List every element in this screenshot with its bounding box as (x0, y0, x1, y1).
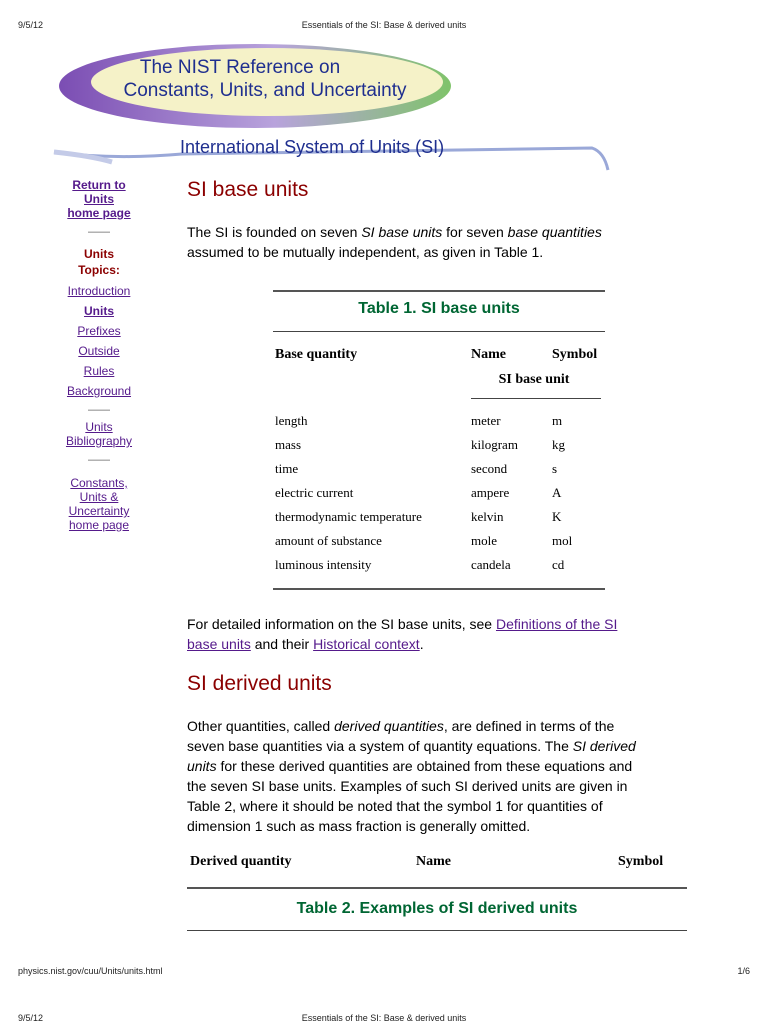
table1-group-rule (471, 398, 601, 399)
table2-top-rule (187, 887, 687, 889)
table1-body (275, 413, 615, 581)
constants-home-link[interactable]: Constants, Units & Uncertainty home page (68, 476, 130, 532)
section1-intro: The SI is founded on seven SI base units for seven base quantities assumed to be mutually independent, as given in Table 1. (187, 224, 602, 260)
print-date-next: 9/5/12 (18, 1013, 44, 1023)
table1-bottom-rule (273, 588, 605, 590)
print-url: physics.nist.gov/cuu/Units/units.html (18, 966, 163, 976)
sidebar-item-outside[interactable]: Outside (78, 344, 120, 358)
sidebar-item-prefixes[interactable]: Prefixes (77, 324, 121, 338)
sidebar-item-units[interactable]: Units (84, 304, 114, 318)
section-heading-si-derived-units: SI derived units (187, 672, 332, 695)
banner-line2: Constants, Units, and Uncertainty (123, 80, 407, 101)
table-row: amount of substance mole mol (275, 533, 573, 548)
table1-col-symbol: Symbol (552, 347, 598, 362)
banner-subtitle: International System of Units (SI) (180, 137, 445, 157)
table-row: mass kilogram kg (275, 437, 565, 452)
detail-paragraph: For detailed information on the SI base units, see Definitions of the SI base units and their Historical context. (187, 616, 618, 652)
table-row: length meter m (275, 413, 563, 428)
table2-col-symbol: Symbol (618, 854, 664, 869)
sidebar-item-introduction[interactable]: Introduction (67, 284, 131, 298)
sidebar-item-bibliography[interactable]: Units Bibliography (65, 420, 133, 448)
section-heading-si-base-units: SI base units (187, 178, 309, 201)
print-title: Essentials of the SI: Base & derived units (301, 20, 467, 30)
table-row: luminous intensity candela cd (275, 557, 565, 572)
table2-col-name: Name (416, 854, 451, 869)
section2-paragraph: Other quantities, called derived quantities, are defined in terms of the seven base quantities via a system of quantity equations. The SI derived units for these derived quantities are obtained from these equations and the seven SI base units. Examples of such SI derived units are given in Table 2, where it should be noted that the symbol 1 for quantities of dimension 1 such as mass fraction is generally omitted. (187, 718, 636, 834)
print-page-number: 1/6 (737, 966, 750, 976)
table1-title-rule (273, 331, 605, 332)
table1-col-name: Name (471, 347, 506, 362)
sidebar-nav (56, 178, 142, 532)
return-units-home-link[interactable]: Return to Units home page (67, 178, 131, 220)
table2-title: Table 2. Examples of SI derived units (296, 900, 578, 917)
table-row: thermodynamic temperature kelvin K (275, 509, 562, 524)
historical-context-link[interactable]: Historical context (313, 636, 420, 652)
table-row: electric current ampere A (275, 485, 562, 500)
table-row: time second s (275, 461, 558, 476)
banner-line1: The NIST Reference on (139, 57, 341, 78)
definitions-si-base-units-link[interactable]: Definitions of the SI base units (187, 616, 618, 652)
sidebar-item-background[interactable]: Background (66, 384, 132, 398)
table1-top-rule (273, 290, 605, 292)
sidebar-separator: —— (88, 454, 110, 466)
table1-title: Table 1. SI base units (358, 300, 520, 317)
table2-title-rule (187, 930, 687, 931)
print-title-next: Essentials of the SI: Base & derived units (301, 1013, 467, 1023)
table2-col-quantity: Derived quantity (190, 854, 292, 869)
print-date: 9/5/12 (18, 20, 44, 30)
sidebar-item-rules[interactable]: Rules (83, 364, 115, 378)
table1-group-label: SI base unit (498, 372, 570, 387)
sidebar-separator: —— (88, 226, 110, 238)
topics-heading: Units Topics: (78, 247, 120, 277)
sidebar-separator: —— (88, 404, 110, 416)
table1-col-quantity: Base quantity (275, 347, 358, 362)
